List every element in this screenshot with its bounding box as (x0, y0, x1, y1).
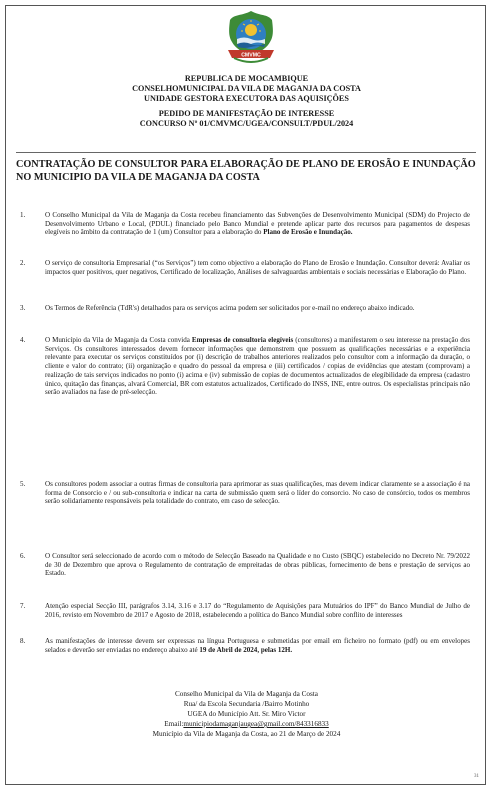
emblem-label: CMVMC (241, 52, 261, 59)
email-label: Email: (164, 720, 184, 728)
list-item: 5. Os consultores podem associar a outras firmas de consultoria para aprimorar as suas qualificações, mas devem indicar claramente se a associação é na forma de Consorcio e / ou sub-consultoria e indicar na carta de submissão quem será o líder do consorcio. No caso de consórcio, todos os membros serão solidariamente responsáveis pela totalidade do contrato, em caso de selecção. (20, 480, 470, 506)
item-number: 1. (20, 211, 26, 219)
item-number: 2. (20, 259, 26, 267)
page-number: 31 (474, 774, 479, 779)
signature-address: Rua/ da Escola Secundaria /Bairro Motinho (183, 700, 310, 708)
council-line: CONSELHOMUNICIPAL DA VILA DE MAGANJA DA COSTA (132, 84, 361, 93)
item-number: 3. (20, 304, 26, 312)
item-number: 4. (20, 336, 26, 344)
document-page (5, 5, 486, 785)
unit-line: UNIDADE GESTORA EXECUTORA DAS AQUISIÇÕES (144, 94, 349, 103)
republic-line: REPUBLICA DE MOCAMBIQUE (184, 74, 309, 83)
list-item: 3. Os Termos de Referência (TdR's) detalhados para os serviços acima podem ser solicitados por e-mail no endereço abaixo indicado. (20, 304, 415, 312)
list-item: 6. O Consultor será seleccionado de acordo com o método de Selecção Baseado na Qualidade e no Custo (SBQC) estabelecido no Decreto Nr. 79/2022 de 30 de Dezembro que aprova o Regulamento de contratação de empreitadas de obras públicas, fornecimento de bens e prestação de serviços ao Estado. (20, 552, 470, 578)
list-item: 4. O Município da Vila de Maganja da Costa convida Empresas de consultoria elegíveis (consultores) a manifestarem o seu interesse na prestação dos Serviços. Os consultores interessados devem fornecer informações que demonstrem que possuem as qualificações necessárias e a experiência relevante para executar os serviços constituídos por (i) descrição de trabalhos anteriores realizados pelo consultor com a informação da duração, o cliente e valor do contrato; (ii) organização e quadro do pessoal da empresa e (iii) certificados / copias de evidências que atestam (comprovam) a realização de tais serviços indicados no ponto (i) acima e (iv) submissão de copias de documentos actualizados de elegibilidade da empresa (cadastro único, quitação das finanças, alvará Comercial, BR com estatutos actualizados, Certificado do INSS, INE, entre outros. Os especialistas principais não serão avaliados na fase de pré-selecção. (20, 336, 470, 397)
municipal-emblem-icon (220, 8, 282, 70)
list-item: 2. O serviço de consultoria Empresarial (“os Serviços”) tem como objectivo a elaboração do Plano de Erosão e Inundação. Consultor deverá: Avaliar os impactos quer positivos, quer negativos, Certificado de localização, Análises de salvaguardas ambientais e sociais necessárias e Elaboração do Plano. (20, 259, 470, 276)
divider (16, 152, 476, 153)
tender-number: CONCURSO Nº 01/CMVMC/UGEA/CONSULT/PDUL/2024 (139, 119, 354, 128)
list-item: 1. O Conselho Municipal da Vila de Maganja da Costa recebeu financiamento das Subvenções de Desenvolvimento Municipal (SDM) do Projecto de Desenvolvimento Urbano e Local, (PDUL) financiado pelo Banco Mundial e pretende aplicar parte dos recursos para pagamentos de despesas elegíveis no âmbito da contratação de 1 (um) Consultor para a elaboração do Plano de Erosão e Inundação. (20, 211, 470, 237)
signature-council: Conselho Municipal da Vila de Maganja da Costa (175, 690, 318, 698)
signature-email (6, 720, 487, 729)
item-number: 7. (20, 602, 26, 610)
signature-contact: UGEA do Município Att. Sr. Miro Victor (187, 710, 306, 718)
list-item: 8. As manifestações de interesse devem ser expressas na língua Portuguesa e submetidas por email em ficheiro no formato (pdf) ou em envelopes selados e deverão ser enviadas no endereço abaixo até 19 de Abril de 2024, pelas 12H. (20, 637, 470, 654)
item-number: 5. (20, 480, 26, 488)
list-item: 7. Atenção especial Secção III, parágrafos 3.14, 3.16 e 3.17 do “Regulamento de Aquisições para Mutuários do IPF” do Banco Mundial de Julho de 2016, revisto em Novembro de 2017 e Agosto de 2018, estabelecendo a política do Banco Mundial sobre conflito de interesses (20, 602, 470, 619)
email-link[interactable]: municipiodamaganjaugea@gmail.com/843316833 (183, 720, 329, 728)
signature-date: Município da Vila de Maganja da Costa, ao 21 de Março de 2024 (152, 730, 341, 738)
item-number: 6. (20, 552, 26, 560)
request-title: PEDIDO DE MANIFESTAÇÃO DE INTERESSE (158, 109, 335, 118)
item-number: 8. (20, 637, 26, 645)
main-title: CONTRATAÇÃO DE CONSULTOR PARA ELABORAÇÃO DE PLANO DE EROSÃO E INUNDAÇÃO NO MUNICIPIO DA VILA DE MAGANJA DA COSTA (16, 159, 476, 183)
